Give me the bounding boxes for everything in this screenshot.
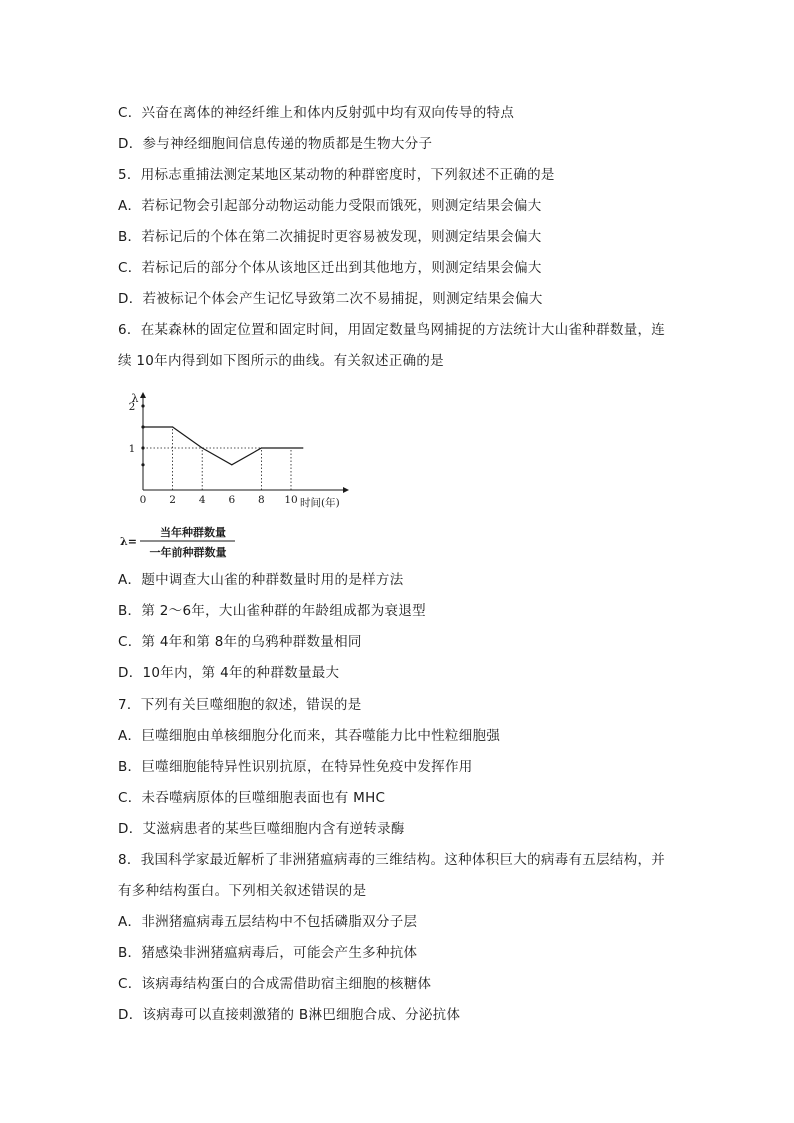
lambda-series (142, 426, 303, 465)
y-tick-labels (129, 401, 145, 466)
option-4d: D．参与神经细胞间信息传递的物质都是生物大分子 (118, 136, 433, 152)
option-6a: A．题中调查大山雀的种群数量时用的是样方法 (118, 572, 404, 588)
question-5: 5．用标志重捕法测定某地区某动物的种群密度时，下列叙述不正确的是 (118, 167, 555, 183)
option-5a: A．若标记物会引起部分动物运动能力受限而饿死，则测定结果会偏大 (118, 198, 542, 214)
lambda-line-chart (118, 390, 378, 570)
option-4c: C．兴奋在离体的神经纤维上和体内反射弧中均有双向传导的特点 (118, 105, 515, 121)
option-7b: B．巨噬细胞能特异性识别抗原，在特异性免疫中发挥作用 (118, 759, 473, 775)
x-tick-label-0: 0 (139, 494, 147, 506)
option-6b: B．第 2～6年，大山雀种群的年龄组成都为衰退型 (118, 603, 426, 619)
option-8b: B．猪感染非洲猪瘟病毒后，可能会产生多种抗体 (118, 945, 418, 961)
question-6-line2: 续 10年内得到如下图所示的曲线。有关叙述正确的是 (118, 353, 444, 369)
option-6d: D．10年内，第 4年的种群数量最大 (118, 665, 340, 681)
x-tick-label-2: 2 (169, 494, 176, 506)
lambda-point-3 (231, 464, 232, 465)
x-axis (143, 487, 349, 493)
formula-denominator: 一年前种群数量 (149, 546, 227, 559)
option-5b: B．若标记后的个体在第二次捕捉时更容易被发现，则测定结果会偏大 (118, 229, 542, 245)
x-tick-label-10: 10 (284, 494, 298, 506)
lambda-formula (120, 525, 235, 559)
y-axis-dot-min (141, 463, 144, 466)
option-7a: A．巨噬细胞由单核细胞分化而来，其吞噬能力比中性粒细胞强 (118, 728, 501, 744)
lambda-curve (143, 427, 303, 465)
lambda-point-4 (261, 447, 262, 448)
question-7: 7．下列有关巨噬细胞的叙述，错误的是 (118, 697, 362, 713)
option-6c: C．第 4年和第 8年的乌鸦种群数量相同 (118, 634, 362, 650)
x-tick-label-4: 4 (198, 494, 206, 506)
y-axis-label: λ (131, 392, 139, 405)
formula-lhs: λ= (120, 535, 137, 548)
x-tick-label-6: 6 (228, 494, 236, 506)
y-tick-label-2: 2 (128, 401, 136, 413)
lambda-point-1 (172, 426, 173, 427)
question-8-line2: 有多种结构蛋白。下列相关叙述错误的是 (118, 883, 367, 899)
formula-numerator: 当年种群数量 (160, 526, 226, 539)
x-tick-labels (140, 494, 298, 506)
lambda-point-5 (302, 447, 303, 448)
question-6-line1: 6．在某森林的固定位置和固定时间，用固定数量鸟网捕捉的方法统计大山雀种群数量，连 (118, 322, 666, 338)
lambda-point-2 (202, 447, 203, 448)
option-8c: C．该病毒结构蛋白的合成需借助宿主细胞的核糖体 (118, 976, 432, 992)
option-5c: C．若标记后的部分个体从该地区迁出到其他地方，则测定结果会偏大 (118, 260, 542, 276)
option-8a: A．非洲猪瘟病毒五层结构中不包括磷脂双分子层 (118, 914, 418, 930)
y-tick-dot-2 (141, 404, 144, 407)
x-axis-label: 时间(年) (300, 497, 340, 509)
option-5d: D．若被标记个体会产生记忆导致第二次不易捕捉，则测定结果会偏大 (118, 291, 543, 307)
question-8-line1: 8．我国科学家最近解析了非洲猪瘟病毒的三维结构。这种体积巨大的病毒有五层结构，并 (118, 852, 666, 868)
guide-lines (143, 427, 303, 490)
option-7d: D．艾滋病患者的某些巨噬细胞内含有逆转录酶 (118, 821, 405, 837)
lambda-point-0 (142, 426, 143, 427)
option-7c: C．未吞噬病原体的巨噬细胞表面也有 MHC (118, 790, 386, 806)
x-tick-label-8: 8 (258, 494, 265, 506)
y-tick-label-1: 1 (128, 443, 136, 455)
option-8d: D．该病毒可以直接刺激猪的 B淋巴细胞合成、分泌抗体 (118, 1007, 461, 1023)
